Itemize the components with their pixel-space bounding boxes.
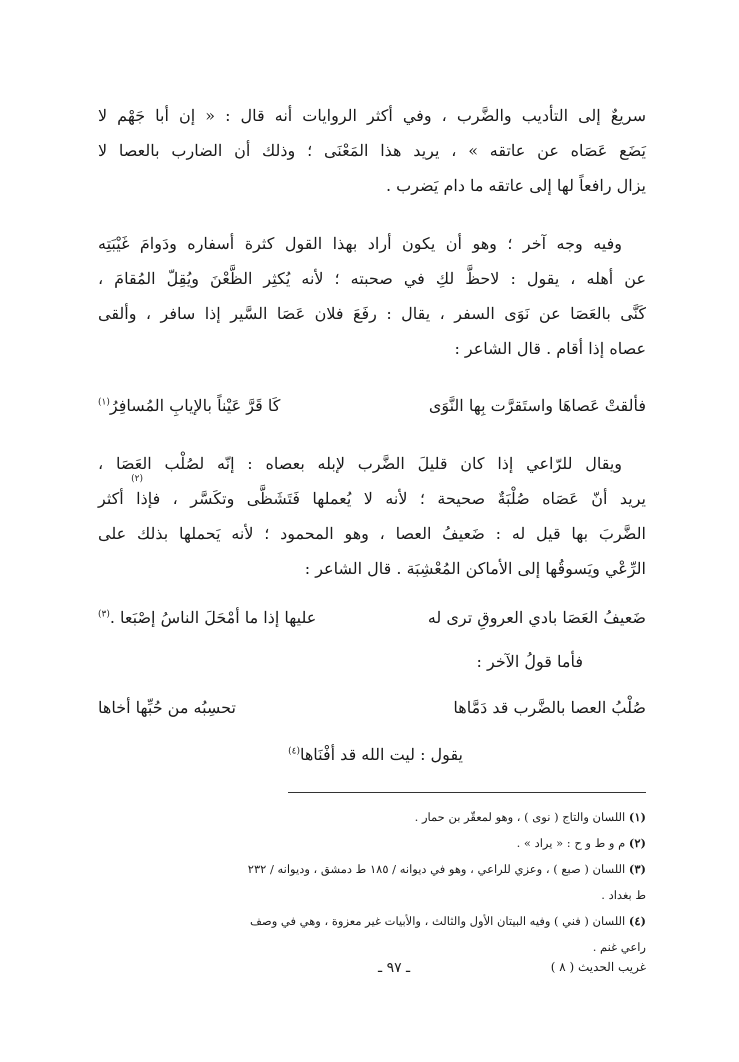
text-line: الضَّربَ بها قيل له : ضَعيفُ العصا ، وهو المحمود ؛ لأنه يَحملها بذلك على <box>98 524 646 543</box>
text-line: الرِّعْي ويَسوقُها إلى الأماكن المُعْشِبَة . قال الشاعر : <box>304 559 646 578</box>
text-line: سريعٌ إلى التأديب والضَّرب ، وفي أكثر الروايات أنه قال : « إن أبا جَهْم لا <box>98 106 646 125</box>
verse-hemistich-right: فألقتْ عَصاهَا واستَقرَّت بِها النَّوَى <box>428 395 646 415</box>
footnote-marker: (٢) <box>131 474 143 484</box>
text-line: ويقال للرّاعي إذا كان قليلَ الضَّرب لإبله بعصاه : إنّه لصُلْب العَصَا ، <box>98 454 622 473</box>
footnote-item: (٢) م و ط و ح : « يراد » . <box>516 836 646 850</box>
text-line: فأما قولُ الآخر : <box>476 652 583 671</box>
text-line: عن أهله ، يقول : لاحظَّ لكِ في صحبته ؛ لأنه يُكثِر الظَّعْنَ ويُقِلّ المُقامَ ، <box>98 269 646 288</box>
footnote-item: (١) اللسان والتاج ( نوى ) ، وهو لمعقّر بن حمار . <box>414 810 646 824</box>
footnote-item: (٣) اللسان ( صبع ) ، وعزي للراعي ، وهو في ديوانه / ١٨٥ ط دمشق ، وديوانه / ٢٣٢ <box>247 862 646 876</box>
footnotes <box>98 804 646 960</box>
text-line: كَنَّى بالعَصَا عن نَوَى السفر ، يقال : رفَعَ فلان عَصَا السَّير إذا سافر ، وألقى <box>98 304 646 323</box>
footnote-item: (٤) اللسان ( فني ) وفيه البيتان الأول والثالث ، والأبيات غير معزوة ، وهي في وصف <box>250 914 646 928</box>
verse-3 <box>98 690 646 724</box>
footnote-marker: (٣) <box>98 609 110 620</box>
footnote-marker: (٤) <box>288 746 300 757</box>
verse-hemistich-left: كَا قَرَّ عَيْناً بالإيابِ المُسافِرُ$^{(١)}$ <box>98 395 281 415</box>
text-line: يقول : ليت الله قد أفْنَاها$^{(٤)}$ <box>288 745 463 764</box>
verse-2 <box>98 600 646 634</box>
paragraph-1 <box>98 98 646 203</box>
text-line: عصاه إذا أقام . قال الشاعر : <box>454 339 646 358</box>
paragraph-3 <box>98 446 646 586</box>
page-number: ـ ٩٧ ـ <box>378 960 411 976</box>
verse-hemistich-right: صُلْبُ العصا بالضَّرب قد دَمَّاها <box>453 697 646 717</box>
verse-hemistich-right: ضَعيفُ العَصَا بادي العروقِ ترى له <box>427 607 646 627</box>
verse-hemistich-left: تحسِبُه من حُبِّها أخاها <box>98 697 236 717</box>
footnote-continuation: ط بغداد . <box>601 888 646 902</box>
page-footer <box>98 960 646 982</box>
text-line: يريد أنّ عَصَاه صُلْبَةٌ صحيحة ؛ لأنه لا يُعملها فَتَشَظَّى وتكَسَّر ، فإذا أكثر <box>98 489 646 508</box>
paragraph-2 <box>98 226 646 366</box>
book-title: غريب الحديث ( ٨ ) <box>550 960 646 974</box>
footnote-marker: (١) <box>98 397 110 408</box>
footnote-separator <box>288 792 646 793</box>
text-line: يَضَع عَصَاه عن عاتقه » ، يريد هذا المَعْنَى ؛ وذلك أن الضارب بالعصا لا <box>98 141 646 160</box>
text-line: وفيه وجه آخر ؛ وهو أن يكون أراد بهذا القول كثرة أسفاره ودَوامَ غَيْبَتِه <box>98 234 622 253</box>
footnote-continuation: راعي غنم . <box>592 940 646 954</box>
verse-1 <box>98 388 646 422</box>
verse-hemistich-left: عليها إذا ما أمْحَلَ الناسُ إصْبَعا .$^{(٣)}$ <box>98 607 317 627</box>
text-line: يزال رافعاً لها إلى عاتقه ما دام يَضرب . <box>385 176 646 195</box>
